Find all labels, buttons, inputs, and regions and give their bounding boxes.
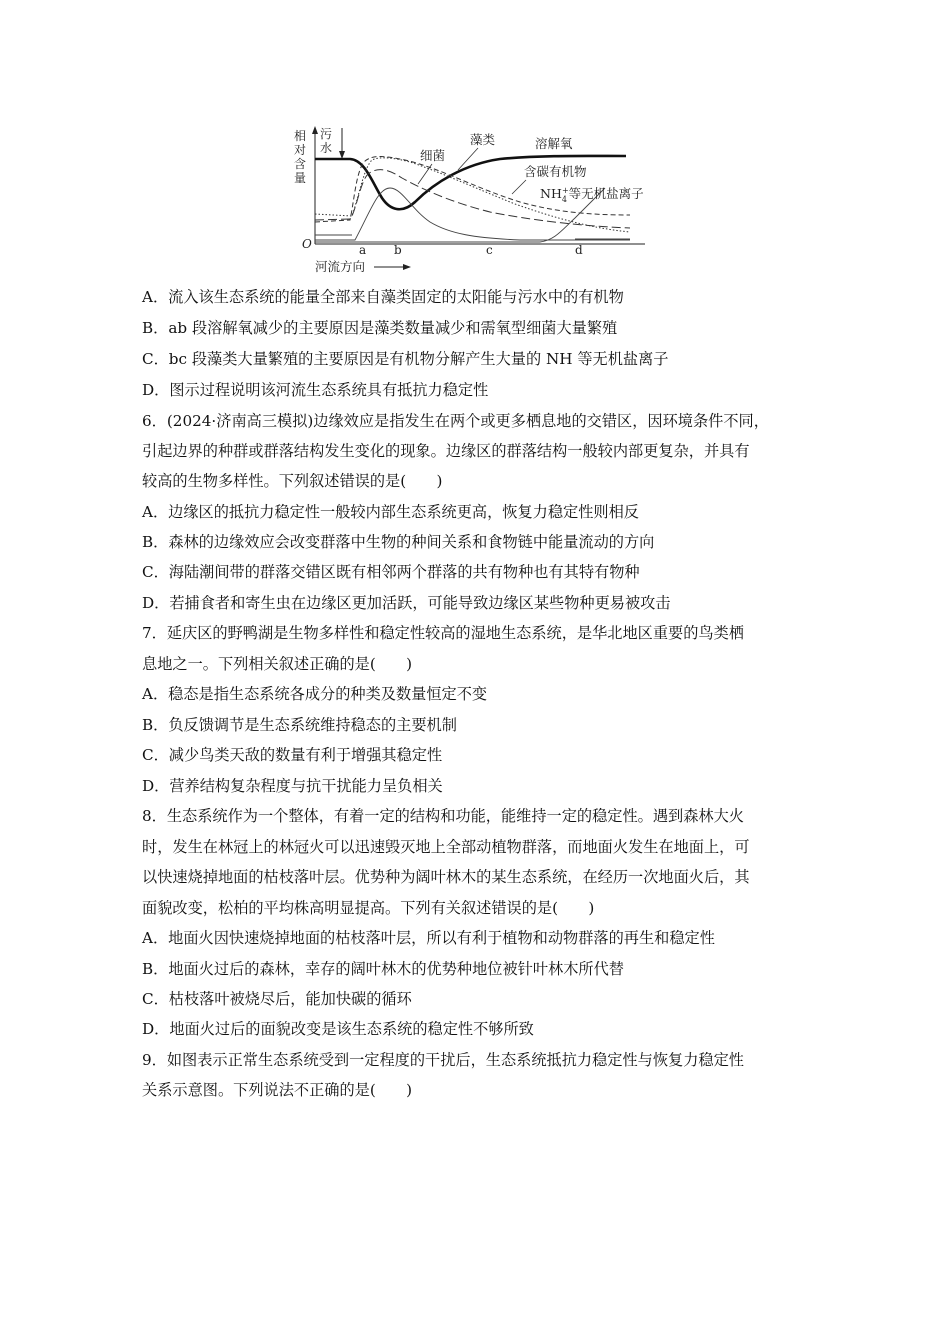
text-line: 9．如图表示正常生态系统受到一定程度的干扰后，生态系统抵抗力稳定性与恢复力稳定性 (142, 1051, 744, 1069)
y-axis-arrow (312, 126, 318, 134)
text-line: C．枯枝落叶被烧尽后，能加快碳的循环 (142, 990, 412, 1008)
label-nh4-ions: $NH_4+$等无机盐离子 (540, 186, 644, 204)
text-line: A．地面火因快速烧掉地面的枯枝落叶层，所以有利于植物和动物群落的再生和稳定性 (142, 929, 715, 947)
text-line: 6．(2024·济南高三模拟)边缘效应是指发生在两个或更多栖息地的交错区，因环境条件不同， (142, 412, 769, 430)
label-algae: 藻类 (470, 132, 496, 147)
x-tick-c: c (486, 243, 493, 257)
text-line: B．森林的边缘效应会改变群落中生物的种间关系和食物链中能量流动的方向 (142, 533, 655, 551)
text-line: 面貌改变，松柏的平均株高明显提高。下列有关叙述错误的是( ) (142, 899, 595, 917)
x-tick-a: a (359, 243, 367, 257)
text-line: 较高的生物多样性。下列叙述错误的是( ) (142, 472, 443, 490)
text-line: B．ab 段溶解氧减少的主要原因是藻类数量减少和需氧型细菌大量繁殖 (142, 319, 618, 337)
text-line: 息地之一。下列相关叙述正确的是( ) (142, 655, 413, 673)
y-axis-label: 相对含量 (294, 129, 307, 185)
text-line: 以快速烧掉地面的枯枝落叶层。优势种为阔叶林木的某生态系统，在经历一次地面火后，其 (142, 868, 750, 886)
text-line: 关系示意图。下列说法不正确的是( ) (142, 1081, 413, 1099)
label-dissolved-oxygen: 溶解氧 (535, 136, 573, 151)
text-line: B．地面火过后的森林，幸存的阔叶林木的优势种地位被针叶林木所代替 (142, 960, 624, 978)
text-line: B．负反馈调节是生态系统维持稳态的主要机制 (142, 716, 457, 734)
sewage-label-1: 污 (320, 127, 333, 141)
leader-carbon-organics (512, 180, 526, 194)
label-bacteria: 细菌 (420, 148, 446, 163)
x-axis-label-arrowhead (403, 264, 411, 270)
text-line: D．图示过程说明该河流生态系统具有抵抗力稳定性 (142, 381, 489, 399)
text-line: A．边缘区的抵抗力稳定性一般较内部生态系统更高，恢复力稳定性则相反 (142, 503, 639, 521)
text-line: 8．生态系统作为一个整体，有着一定的结构和功能，能维持一定的稳定性。遇到森林大火 (142, 807, 744, 825)
text-line: D．营养结构复杂程度与抗干扰能力呈负相关 (142, 777, 443, 795)
x-tick-d: d (575, 243, 583, 257)
x-axis-label: 河流方向 (315, 259, 366, 274)
text-line: D．若捕食者和寄生虫在边缘区更加活跃，可能导致边缘区某些物种更易被攻击 (142, 594, 671, 612)
river-pollution-figure (290, 122, 660, 282)
text-line: 时，发生在林冠上的林冠火可以迅速毁灭地上全部动植物群落，而地面火发生在地面上，可 (142, 838, 750, 856)
text-line: A．流入该生态系统的能量全部来自藻类固定的太阳能与污水中的有机物 (142, 288, 624, 306)
text-line: C．海陆潮间带的群落交错区既有相邻两个群落的共有物种也有其特有物种 (142, 563, 640, 581)
sewage-label-2: 水 (320, 141, 333, 155)
text-line: D．地面火过后的面貌改变是该生态系统的稳定性不够所致 (142, 1020, 534, 1038)
text-line: 7．延庆区的野鸭湖是生物多样性和稳定性较高的湿地生态系统，是华北地区重要的鸟类栖 (142, 624, 744, 642)
text-line: C．减少鸟类天敌的数量有利于增强其稳定性 (142, 746, 443, 764)
text-line: 引起边界的种群或群落结构发生变化的现象。边缘区的群落结构一般较内部更复杂，并具有 (142, 442, 750, 460)
x-tick-b: b (394, 243, 402, 257)
text-line: C．bc 段藻类大量繁殖的主要原因是有机物分解产生大量的 NH 等无机盐离子 (142, 350, 669, 368)
origin-label: O (302, 237, 312, 251)
label-carbon-organics: 含碳有机物 (524, 164, 587, 179)
text-line: A．稳态是指生态系统各成分的种类及数量恒定不变 (142, 685, 488, 703)
